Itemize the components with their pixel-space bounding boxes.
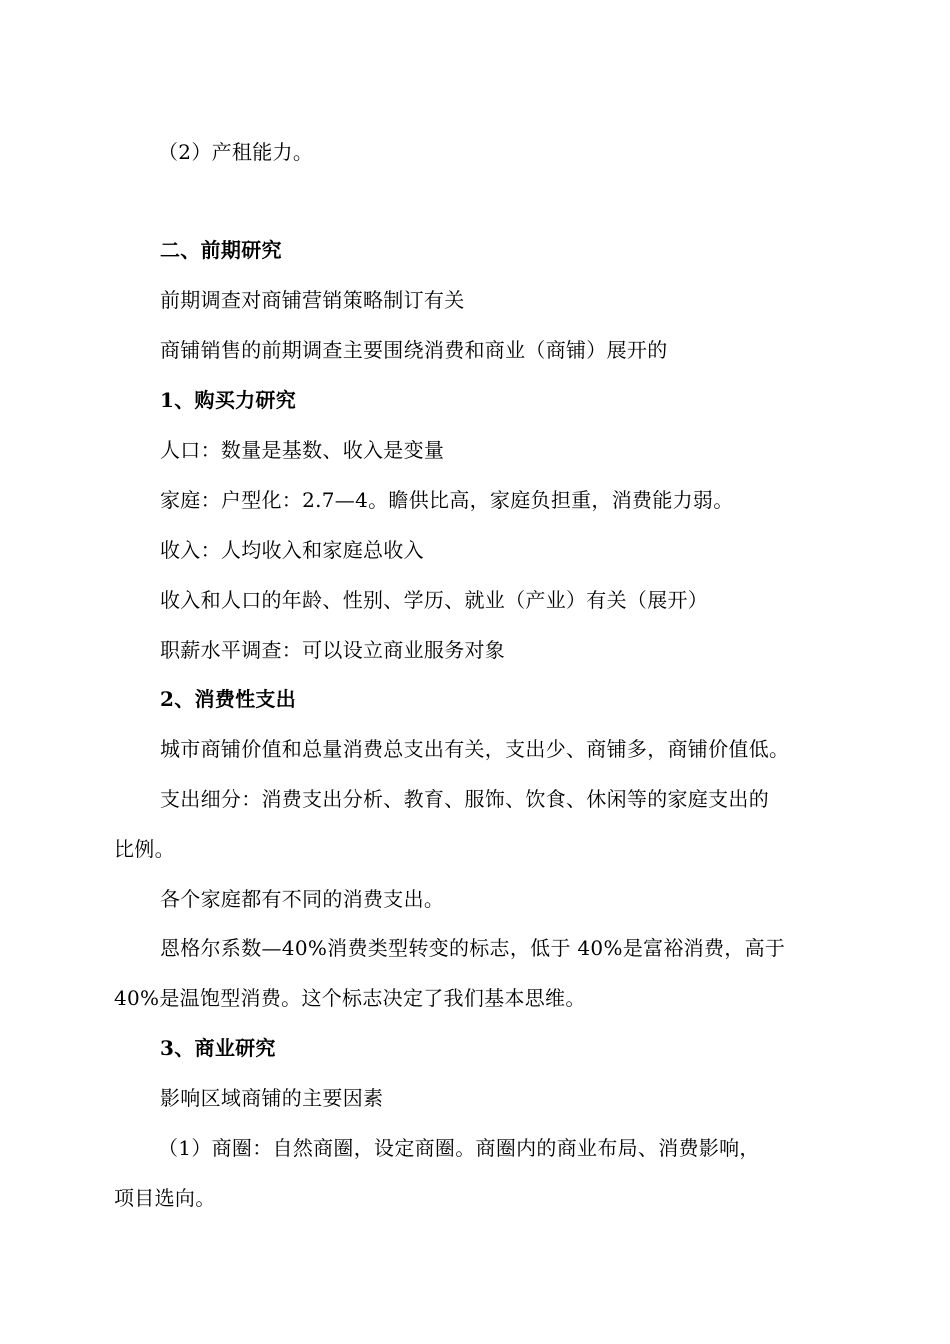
- subsection-heading: 3、商业研究: [160, 1036, 276, 1060]
- paragraph-line: 比例。: [114, 837, 175, 861]
- paragraph-line: 城市商铺价值和总量消费总支出有关，支出少、商铺多，商铺价值低。: [160, 737, 790, 761]
- paragraph-line: 收入和人口的年龄、性别、学历、就业（产业）有关（展开）: [160, 588, 709, 612]
- paragraph-line: 恩格尔系数—40%消费类型转变的标志，低于 40%是富裕消费，高于: [160, 936, 786, 960]
- subsection-heading: 1、购买力研究: [160, 388, 297, 412]
- paragraph-line: （1）商圈：自然商圈，设定商圈。商圈内的商业布局、消费影响，: [158, 1136, 760, 1160]
- paragraph-line: 40%是温饱型消费。这个标志决定了我们基本思维。: [114, 986, 586, 1010]
- paragraph-line: 各个家庭都有不同的消费支出。: [160, 887, 445, 911]
- paragraph-line: 人口：数量是基数、收入是变量: [160, 438, 445, 462]
- paragraph-line: 职薪水平调查：可以设立商业服务对象: [160, 638, 506, 662]
- paragraph-line: 影响区域商铺的主要因素: [160, 1086, 384, 1110]
- paragraph-line: 商铺销售的前期调查主要围绕消费和商业（商铺）展开的: [160, 338, 668, 362]
- subsection-heading: 2、消费性支出: [160, 687, 297, 711]
- paragraph-line: 收入：人均收入和家庭总收入: [160, 538, 424, 562]
- paragraph-line: 项目选向。: [114, 1186, 216, 1210]
- paragraph-line: 前期调查对商铺营销策略制订有关: [160, 288, 465, 312]
- paragraph-line: 支出细分：消费支出分析、教育、服饰、饮食、休闲等的家庭支出的: [160, 787, 769, 811]
- paragraph-line: 家庭：户型化：2.7—4。瞻供比高，家庭负担重，消费能力弱。: [160, 488, 734, 512]
- section-heading: 二、前期研究: [160, 238, 282, 262]
- paragraph-line: （2）产租能力。: [158, 140, 314, 164]
